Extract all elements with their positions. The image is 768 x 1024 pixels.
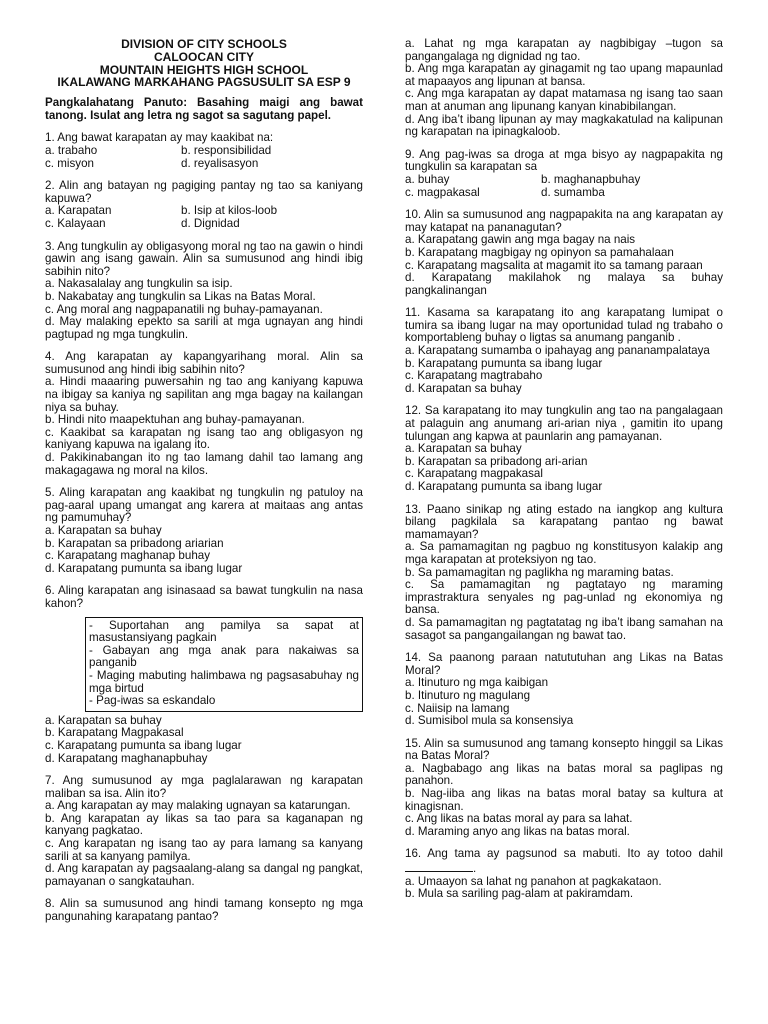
question-text: 14. Sa paanong paraan natututuhan ang Likas na Batas Moral?: [405, 651, 723, 677]
question-text: 12. Sa karapatang ito may tungkulin ang tao na pangalagaan at palaguin ang anumang ari-arian niya , gamitin ito upang tulungan ang kapwa at paunlarin ang pamayanan.: [405, 404, 723, 443]
choice-c: c. Ang likas na batas moral ay para sa lahat.: [405, 812, 633, 826]
choice-a: a. Karapatan sa buhay: [45, 713, 162, 727]
choice-a: a. Itinuturo ng mga kaibigan: [405, 676, 549, 690]
left-column: [45, 38, 363, 934]
choice-b: b. Karapatang magbigay ng opinyon sa pamahalaan: [405, 245, 674, 259]
question-text: 11. Kasama sa karapatang ito ang karapatang lumipat o tumira sa ibang lugar na may oportunidad tulad ng trabaho o komportableng buhay o ligtas sa anumang panganib .: [405, 306, 723, 345]
choice-d: d. Ang iba’t ibang lipunan ay may magkakatulad na kalipunan ng karapatan na ipinagkaloob.: [405, 112, 723, 139]
choice-c: c. Naiisip na lamang: [405, 701, 510, 715]
choice-c: c. Karapatang maghanap buhay: [45, 549, 211, 563]
question-text-body: 16. Ang tama ay pagsunod sa mabuti. Ito ay totoo dahil: [405, 847, 723, 861]
choice-c: c. Karapatang magpakasal: [405, 467, 543, 481]
choice-d: d. Dignidad: [181, 216, 240, 230]
box-item: - Maging mabuting halimbawa ng pagsasabuhay ng mga birtud: [89, 668, 359, 695]
question-14: [405, 652, 723, 728]
question-7: [45, 775, 363, 888]
question-11: [405, 307, 723, 395]
choice-c: c. Karapatang pumunta sa ibang lugar: [45, 738, 242, 752]
question-13: [405, 504, 723, 643]
choice-a: a. Nakasalalay ang tungkulin sa isip.: [45, 277, 233, 291]
answer-blank: [405, 861, 473, 872]
question-4: [45, 351, 363, 477]
question-5: [45, 487, 363, 575]
question-12: [405, 405, 723, 493]
choice-c: c. Kaakibat sa karapatan ng isang tao ang obligasyon ng kaniyang kapuwa na igalang ito.: [45, 425, 363, 452]
question-text: 4. Ang karapatan ay kapangyarihang moral. Alin sa sumusunod ang hindi ibig sabihin nito?: [45, 350, 363, 376]
choice-d: d. Karapatang maghanapbuhay: [45, 751, 208, 765]
question-10: [405, 209, 723, 297]
choice-d: d. reyalisasyon: [181, 156, 259, 170]
choice-d: d. Karapatang pumunta sa ibang lugar: [405, 480, 603, 493]
choice-b: b. Nag-iiba ang likas na batas moral batay sa kultura at kinagisnan.: [405, 787, 723, 813]
question-text: 3. Ang tungkulin ay obligasyong moral ng tao na gawin o hindi gawin ang isang gawain. Alin sa sumusunod ang hindi ibig sabihin nito?: [45, 239, 363, 278]
choice-c: c. Sa pamamagitan ng pagtatayo ng maraming imprastraktura senyales ng pag-unlad ng ekonomiya ng bansa.: [405, 578, 723, 617]
box-item: - Gabayan ang mga anak para nakaiwas sa panganib: [89, 643, 359, 670]
header-city: CALOOCAN CITY: [154, 49, 254, 64]
choice-b: b. Mula sa sariling pag-alam at pakiramdam.: [405, 887, 634, 901]
choice-b: b. Nakabatay ang tungkulin sa Likas na Batas Moral.: [45, 289, 316, 303]
question-text: 1. Ang bawat karapatan ay may kaakibat na:: [45, 131, 274, 145]
choice-c: c. Kalayaan: [45, 216, 106, 230]
choice-a: a. Lahat ng mga karapatan ay nagbibigay –tugon sa pangangalaga ng dignidad ng tao.: [405, 37, 723, 63]
choice-b: b. Ang mga karapatan ay ginagamit ng tao upang mapaunlad at mapaayos ang lipunan at bansa.: [405, 62, 723, 88]
choice-c: c. Ang karapatan ng isang tao ay para lamang sa kanyang sarili at sa kanyang pamilya.: [45, 837, 363, 863]
choice-a: a. buhay: [405, 172, 450, 186]
choice-a: a. Karapatan sa buhay: [405, 442, 522, 456]
question-text: 8. Alin sa sumusunod ang hindi tamang konsepto ng mga pangunahing karapatang pantao?: [45, 897, 363, 924]
question-6: [45, 585, 363, 765]
choice-b: b. Sa pamamagitan ng paglikha ng maraming batas.: [405, 565, 674, 579]
choice-d: d. Pakikinabangan ito ng tao lamang dahil tao lamang ang makagagawa ng moral na kilos.: [45, 451, 363, 477]
choice-d: d. Karapatan sa buhay: [405, 381, 522, 395]
question-text: 2. Alin ang batayan ng pagiging pantay ng tao sa kaniyang kapuwa?: [45, 179, 363, 205]
blank-period: .: [473, 862, 477, 876]
choice-c: c. Ang moral ang nagpapanatili ng buhay-pamayanan.: [45, 302, 323, 316]
choice-d: d. Sumisibol mula sa konsensiya: [405, 714, 574, 728]
question-text: 7. Ang sumusunod ay mga paglalarawan ng karapatan maliban sa isa. Alin ito?: [45, 774, 363, 800]
choice-a: a. Hindi maaaring puwersahin ng tao ang kaniyang kapuwa na ibigay sa kaniya ng sapilitan ang mga bagay na kailangan niya sa buhay.: [45, 375, 363, 414]
question-9: [405, 149, 723, 199]
choice-b: b. Isip at kilos-loob: [181, 204, 278, 218]
choice-b: b. Hindi nito maapektuhan ang buhay-pamayanan.: [45, 413, 305, 427]
question-16: [405, 848, 723, 900]
choice-a: a. Karapatang gawin ang mga bagay na nais: [405, 233, 636, 247]
choice-a: a. trabaho: [45, 143, 98, 157]
header-division: DIVISION OF CITY SCHOOLS: [121, 37, 287, 51]
choice-c: c. Karapatang magsalita at magamit ito sa tamang paraan: [405, 258, 703, 272]
duties-box: [85, 617, 363, 712]
choice-d: d. Ang karapatan ay pagsaalang-alang sa dangal ng pangkat, pamayanan o sangkatauhan.: [45, 862, 363, 888]
choice-c: c. magpakasal: [405, 185, 480, 199]
choice-c: c. Ang mga karapatan ay dapat matamasa ng isang tao saan man at anuman ang lipunang kanyan kinabibilangan.: [405, 87, 723, 113]
box-item: - Pag-iwas sa eskandalo: [89, 694, 216, 708]
choice-b: b. maghanapbuhay: [541, 172, 641, 186]
question-3: [45, 241, 363, 342]
box-item: - Suportahan ang pamilya sa sapat at masustansiyang pagkain: [89, 618, 359, 645]
choice-c: c. Karapatang magtrabaho: [405, 369, 543, 383]
question-2: [45, 180, 363, 230]
choice-d: d. sumamba: [541, 185, 605, 199]
question-15: [405, 738, 723, 839]
choice-d: d. May malaking epekto sa sarili at mga ugnayan ang hindi pagtupad ng mga tungkulin.: [45, 315, 363, 341]
choice-a: a. Nagbabago ang likas na batas moral sa paglipas ng panahon.: [405, 761, 723, 788]
choice-d: d. Sa pamamagitan ng pagtatatag ng iba’t ibang samahan na sasagot sa pangangailangan ng bawat tao.: [405, 615, 723, 642]
question-text: [405, 848, 723, 875]
choice-d: d. Karapatang pumunta sa ibang lugar: [45, 561, 243, 575]
choice-c: c. misyon: [45, 156, 94, 170]
question-8-choices: [405, 38, 723, 139]
choice-a: a. Karapatan sa buhay: [45, 524, 162, 537]
choice-d: d. Karapatang makilahok ng malaya sa buhay pangkalinangan: [405, 271, 723, 297]
choice-b: b. Ang karapatan ay likas sa tao para sa kaganapan ng kanyang pagkatao.: [45, 811, 363, 838]
choice-b: b. responsibilidad: [181, 143, 272, 157]
question-text: 13. Paano sinikap ng ating estado na iangkop ang kultura bilang pagkilala sa karapatang pantao ng bawat mamamayan?: [405, 502, 723, 541]
choice-b: b. Karapatang Magpakasal: [45, 726, 184, 740]
choice-b: b. Karapatan sa pribadong ariarian: [45, 536, 224, 550]
document-header: [45, 38, 363, 89]
choice-b: b. Karapatan sa pribadong ari-arian: [405, 454, 588, 468]
header-exam-title: IKALAWANG MARKAHANG PAGSUSULIT SA ESP 9: [57, 75, 351, 90]
choice-a: a. Karapatan: [45, 204, 112, 218]
question-text: 9. Ang pag-iwas sa droga at mga bisyo ay nagpapakita ng tungkulin sa karapatan sa: [405, 147, 723, 174]
choice-a: a. Sa pamamagitan ng pagbuo ng konstitusyon kalakip ang mga karapatan at proteksiyon ng tao.: [405, 540, 723, 566]
right-column: [405, 38, 723, 911]
header-school: MOUNTAIN HEIGHTS HIGH SCHOOL: [99, 62, 309, 77]
question-text: 15. Alin sa sumusunod ang tamang konsepto hinggil sa Likas na Batas Moral?: [405, 736, 723, 763]
choice-d: d. Maraming anyo ang likas na batas moral.: [405, 824, 630, 838]
choice-b: b. Itinuturo ng magulang: [405, 688, 531, 702]
general-instructions: Pangkalahatang Panuto: Basahing maigi ang bawat tanong. Isulat ang letra ng sagot sa sagutang papel.: [45, 96, 363, 122]
question-text: 5. Aling karapatan ang kaakibat ng tungkulin ng patuloy na pag-aaral upang umangat ang karera at maitaas ang antas ng pamumuhay?: [45, 486, 363, 525]
question-1: [45, 132, 363, 170]
choice-a: a. Karapatang sumamba o ipahayag ang pananampalataya: [405, 344, 710, 358]
question-text: 10. Alin sa sumusunod ang nagpapakita na ang karapatan ay may katapat na pananagutan?: [405, 208, 723, 234]
choice-a: a. Ang karapatan ay may malaking ugnayan sa katarungan.: [45, 799, 351, 813]
question-text: 6. Aling karapatan ang isinasaad sa bawat tungkulin na nasa kahon?: [45, 584, 363, 610]
choice-b: b. Karapatang pumunta sa ibang lugar: [405, 356, 603, 370]
choice-a: a. Umaayon sa lahat ng panahon at pagkakataon.: [405, 874, 662, 888]
question-8: [45, 898, 363, 923]
